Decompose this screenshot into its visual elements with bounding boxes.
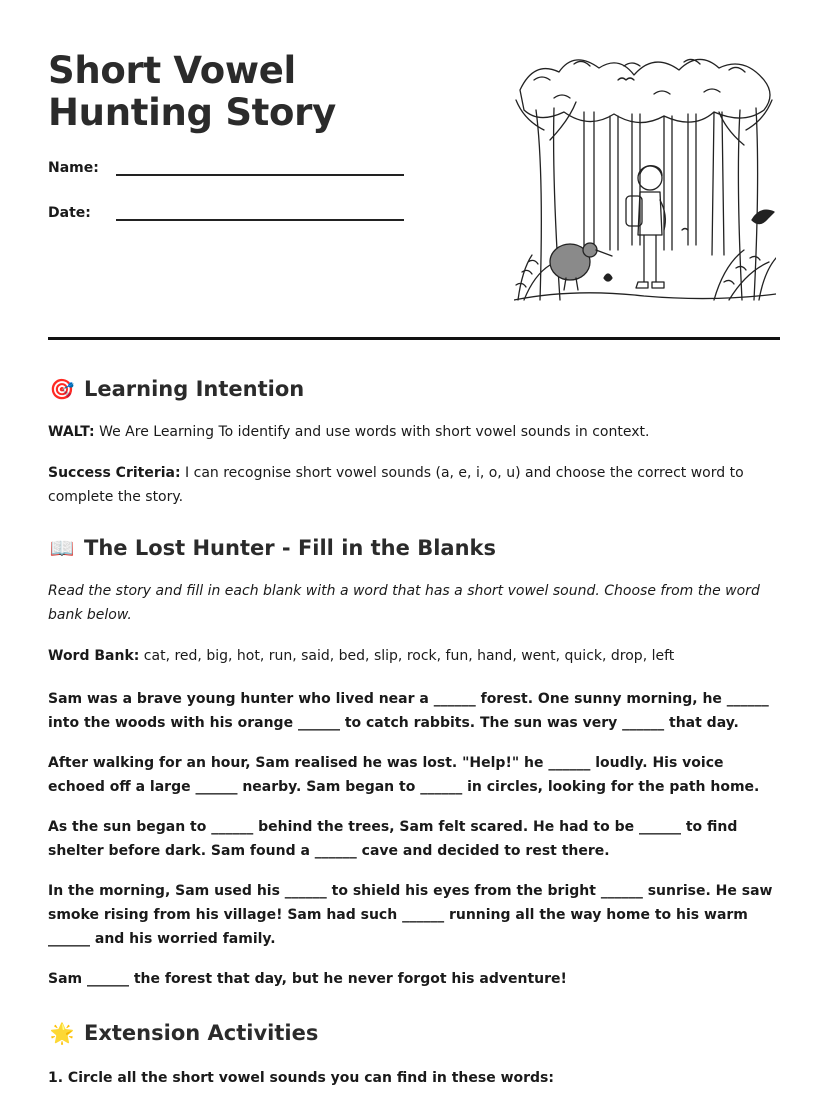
success-criteria-text: I can recognise short vowel sounds (a, e, i, o, u) and choose the correct word to complete the story.: [48, 465, 744, 505]
name-label: Name:: [48, 160, 99, 176]
name-field: [48, 160, 99, 176]
forest-illustration: [514, 50, 776, 306]
story-heading: [48, 529, 783, 567]
story-paragraph-2: After walking for an hour, Sam realised he was lost. "Help!" he ______ loudly. His voice echoed off a large ______ nearby. Sam began to ______ in circles, looking for the path home.: [48, 755, 760, 795]
success-criteria-paragraph: [48, 461, 783, 509]
word-bank-words: cat, red, big, hot, run, said, bed, slip, rock, fun, hand, went, quick, drop, left: [139, 648, 675, 664]
story-paragraph-3: As the sun began to ______ behind the trees, Sam felt scared. He had to be ______ to find shelter before dark. Sam found a ______ cave and decided to rest there.: [48, 819, 738, 859]
story-instructions: Read the story and fill in each blank with a word that has a short vowel sound. Choose from the word bank below.: [48, 583, 760, 623]
extension-heading: [48, 1014, 783, 1052]
target-icon: 🎯: [49, 377, 75, 401]
story-title: The Lost Hunter - Fill in the Blanks: [84, 536, 496, 560]
extension-title: Extension Activities: [84, 1021, 319, 1045]
date-line[interactable]: [116, 219, 404, 221]
walt-label: WALT:: [48, 424, 95, 440]
story-paragraph-5: Sam ______ the forest that day, but he never forgot his adventure!: [48, 971, 567, 987]
header-divider: [48, 337, 780, 340]
worksheet-content: [48, 370, 783, 1090]
story-paragraph-4: In the morning, Sam used his ______ to shield his eyes from the bright ______ sunrise. He saw smoke rising from his village! Sam had such ______ running all the way home to his warm ______ and his worried family.: [48, 883, 773, 947]
book-icon: 📖: [49, 536, 75, 560]
walt-text: We Are Learning To identify and use words with short vowel sounds in context.: [94, 424, 650, 440]
extension-item-1: 1. Circle all the short vowel sounds you can find in these words:: [48, 1070, 554, 1086]
walt-paragraph: [48, 420, 783, 444]
name-line[interactable]: [116, 174, 404, 176]
date-field: [48, 205, 91, 221]
worksheet-header: [48, 50, 780, 310]
story-paragraph-1: Sam was a brave young hunter who lived near a ______ forest. One sunny morning, he ______ into the woods with his orange ______ to catch rabbits. The sun was very ______ that day.: [48, 691, 769, 731]
word-bank-label: Word Bank:: [48, 648, 140, 664]
success-criteria-label: Success Criteria:: [48, 465, 181, 481]
page-title: Short Vowel Hunting Story: [48, 49, 336, 134]
star-icon: 🌟: [49, 1021, 75, 1045]
learning-intention-title: Learning Intention: [84, 377, 305, 401]
learning-intention-heading: [48, 370, 783, 408]
date-label: Date:: [48, 205, 91, 221]
word-bank: [48, 644, 783, 668]
